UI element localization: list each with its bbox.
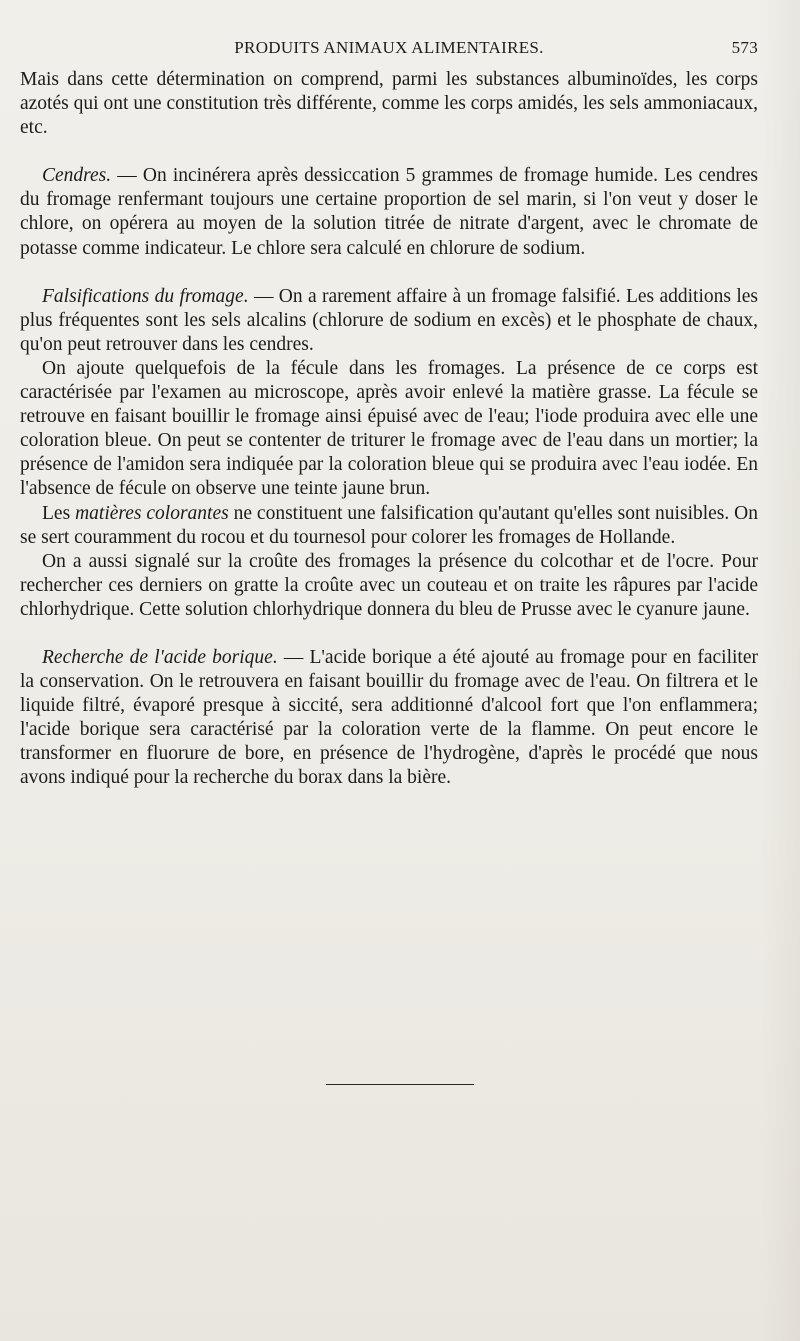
paragraph-acide-borique [20, 646, 758, 791]
paragraph-text: ne constituent une falsification qu'autant qu'elles sont nuisibles. On se sert couramment du rocou et du tournesol pour colorer les fromages de Hollande. [20, 502, 759, 548]
paragraph-text: — On a rarement affaire à un fromage falsifié. Les additions les plus fréquentes sont les sels alcalins (chlorure de sodium en excès) et le phosphate de chaux, qu'on peut retrouver dans les cendres. [20, 285, 758, 355]
page-number: 573 [731, 38, 758, 57]
section-heading-cendres: Cendres. [42, 165, 112, 187]
body-text [20, 68, 758, 791]
paragraph-text: On ajoute quelquefois de la fécule dans les fromages. La présence de ce corps est caractérisée par l'examen au microscope, après avoir enlevé la matière grasse. La fécule se retrouve en faisant bouillir le fromage ainsi épuisé avec de l'eau; l'iode produira avec elle une coloration bleue. On peut se contenter de triturer le fromage avec de l'eau dans un mortier; la présence de l'amidon sera indiquée par la coloration bleue qui se produira avec l'eau iodée. En l'absence de fécule on observe une teinte jaune brun. [20, 357, 758, 500]
section-end-rule [326, 1084, 474, 1085]
paragraph-colcothar [20, 550, 758, 622]
paragraph-amides [20, 68, 758, 140]
paragraph-fecule [20, 357, 758, 502]
paragraph-text: — On incinérera après dessiccation 5 grammes de fromage humide. Les cendres du fromage renfermant toujours une certaine proportion de sel marin, si l'on veut y doser le chlore, on opérera au moyen de la solution titrée de nitrate d'argent, avec le chromate de potasse comme indicateur. Le chlore sera calculé en chlorure de sodium. [20, 165, 758, 259]
section-heading-falsifications: Falsifications du fromage. [42, 285, 249, 307]
paragraph-text: — L'acide borique a été ajouté au fromage pour en faciliter la conservation. On le retrouvera en faisant bouillir du fromage avec de l'eau. On filtrera et le liquide filtré, évaporé presque à siccité, sera additionné d'alcool fort que l'on enflammera; l'acide borique sera caractérisé par la coloration verte de la flamme. On peut encore le transformer en fluorure de bore, en présence de l'hydrogène, d'après le procédé que nous avons indiqué pour la recherche du borax dans la bière. [20, 646, 758, 789]
paragraph-matieres-colorantes [20, 502, 758, 550]
paragraph-falsifications [20, 285, 758, 357]
running-title: PRODUITS ANIMAUX ALIMENTAIRES. [234, 38, 544, 57]
paragraph-prefix: Les [42, 502, 76, 524]
section-heading-acide-borique: Recherche de l'acide borique. [42, 646, 278, 668]
paragraph-text: Mais dans cette détermination on comprend, parmi les substances albuminoïdes, les corps azotés qui ont une constitution très différente, comme les corps amidés, les sels ammoniacaux, etc. [20, 69, 758, 139]
page-edge-shadow [760, 0, 800, 1341]
page-header [20, 38, 758, 62]
emphasis-matieres-colorantes: matières colorantes [75, 502, 229, 524]
paragraph-cendres [20, 164, 758, 260]
paragraph-text: On a aussi signalé sur la croûte des fromages la présence du colcothar et de l'ocre. Pour rechercher ces derniers on gratte la croûte avec un couteau et on traite les râpures par l'acide chlorhydrique. Cette solution chlorhydrique donnera du bleu de Prusse avec le cyanure jaune. [20, 550, 758, 620]
